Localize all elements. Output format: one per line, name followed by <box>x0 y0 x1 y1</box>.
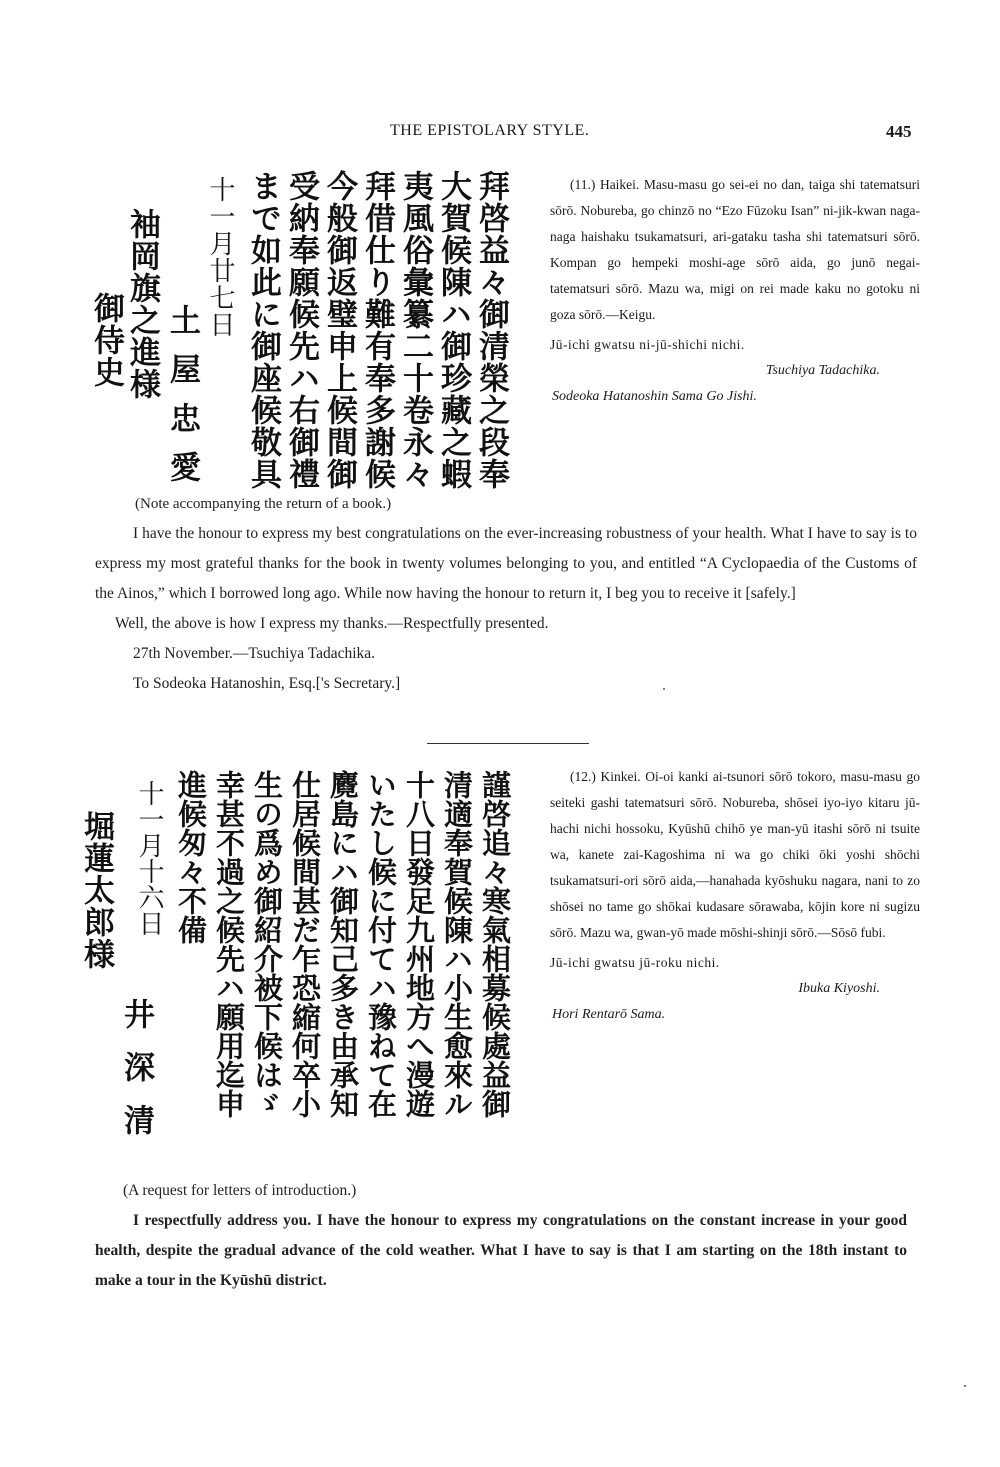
jp-column: まで如此に御座候敬具 <box>245 170 281 490</box>
jp-recipient: 堀蓮太郎様 <box>78 810 114 970</box>
translation-paragraph: I have the honour to express my best congratulations on the ever-increasing robustness of your health. What I have to say is to express my most grateful thanks for the book in twenty volumes belonging to you, and entitled “A Cyclopaedia of the Customs of the Ainos,” which I borrowed long ago. While now having the honour to return it, I beg you to receive it [safely.] <box>95 525 917 602</box>
romaji-date: Jū-ichi gwatsu ni-jū-shichi nichi. <box>550 337 745 352</box>
translation-paragraph: I respectfully address you. I have the honour to express my congratulations on the constant increase in your good health, despite the gradual advance of the cold weather. What I have to say is that I am starting on the 18th instant to make a tour in the Kyūshū district. <box>95 1212 907 1289</box>
jp-column: 清適奉賀候陳ハ小生愈來ル <box>440 770 474 1118</box>
jp-sender: 土屋忠愛 <box>164 304 200 500</box>
jp-column: 十八日發足九州地方へ漫遊 <box>402 770 436 1118</box>
translation-letter-11 <box>95 489 917 699</box>
romaji-address: Hori Rentarō Sama. <box>552 1007 666 1022</box>
romanised-letter-11 <box>550 172 920 410</box>
page-header <box>0 122 1000 152</box>
romaji-address: Sodeoka Hatanoshin Sama Go Jishi. <box>552 389 757 404</box>
jp-column: 仕居候間甚だ乍恐縮何卒小 <box>288 770 322 1118</box>
romanised-letter-12 <box>550 764 920 1028</box>
jp-column: 拜啓益々御清榮之段奉 <box>473 170 509 490</box>
jp-date: 十一月十六日 <box>134 780 164 936</box>
section-divider <box>427 743 589 744</box>
print-speck <box>663 688 665 690</box>
romaji-body: (11.) Haikei. Masu-masu go sei-ei no dan, taiga shi tatematsuri sōrō. Nobureba, go chinzō no “Ezo Fūzoku Isan” ni-jik-kwan naga-naga haishaku tsukamatsuri, ari-gataku tasha shi tatematsuri sōrō. Kompan go hempeki moshi-age sōrō aida, go junō negai-tatematsuri sōrō. Mazu wa, migi on rei made kaku no gotoku ni goza sōrō.—Keigu. <box>550 177 920 322</box>
jp-column: 受納奉願候先ハ右御禮 <box>283 170 319 490</box>
jp-recipient: 袖岡旗之進様 <box>124 208 160 400</box>
jp-column: 夷風俗彙纂二十卷永々 <box>397 170 433 490</box>
japanese-letter-11 <box>88 170 510 500</box>
translation-address: To Sodeoka Hatanoshin, Esq.['s Secretary.] <box>133 675 401 692</box>
jp-sender: 井深清 <box>118 998 154 1157</box>
running-head: THE EPISTOLARY STYLE. <box>390 122 590 139</box>
jp-column: 拜借仕り難有奉多謝候 <box>359 170 395 490</box>
page-number: 445 <box>886 122 912 141</box>
romaji-date: Jū-ichi gwatsu jū-roku nichi. <box>550 955 720 970</box>
romaji-signature: Tsuchiya Tadachika. <box>765 363 880 378</box>
romaji-body: (12.) Kinkei. Oi-oi kanki ai-tsunori sōrō tokoro, masu-masu go seiteki gashi tatematsuri sōrō. Nobureba, shōsei iyo-iyo kitaru jū-hachi nichi hossoku, Kyūshū chihō ye man-yū itashi sōrō ni tsuite wa, kanete zai-Kagoshima ni wa go chiki ōki yoshi shōchi tsukamatsuri-ori sōrō aida,—hanahada kyōshuku nagara, nani to zo shōsei no tame go shōkai kudasare sōrawaba, kōjin kore ni sugizu sōrō. Mazu wa, gwan-yō made mōshi-shinji sōrō.—Sōsō fubi. <box>550 769 920 940</box>
jp-column: 大賀候陳ハ御珍藏之蝦 <box>435 170 471 490</box>
japanese-letter-12 <box>78 770 512 1157</box>
translation-closing: Well, the above is how I express my thanks.—Respectfully presented. <box>115 615 549 632</box>
jp-column: いたし候に付てハ豫ねて在 <box>364 770 398 1118</box>
print-speck <box>964 1385 966 1387</box>
jp-column: 生の爲め御紹介被下候はゞ <box>250 770 284 1118</box>
jp-date: 十一月廿七日 <box>205 176 235 338</box>
jp-column: 麑島にハ御知己多き由承知 <box>326 770 360 1118</box>
translation-letter-12 <box>95 1176 907 1296</box>
jp-column: 謹啓追々寒氣相募候處益御 <box>478 770 512 1118</box>
letter-note: (A request for letters of introduction.) <box>123 1182 357 1199</box>
jp-column: 今般御返璧申上候間御 <box>321 170 357 490</box>
romaji-signature: Ibuka Kiyoshi. <box>798 981 880 996</box>
jp-column: 幸甚不過之候先ハ願用迄申 <box>212 770 246 1118</box>
jp-honorific: 御侍史 <box>88 292 124 388</box>
jp-column: 進候匆々不備 <box>174 770 208 944</box>
translation-date-signature: 27th November.—Tsuchiya Tadachika. <box>133 645 376 662</box>
letter-note: (Note accompanying the return of a book.) <box>135 496 392 512</box>
